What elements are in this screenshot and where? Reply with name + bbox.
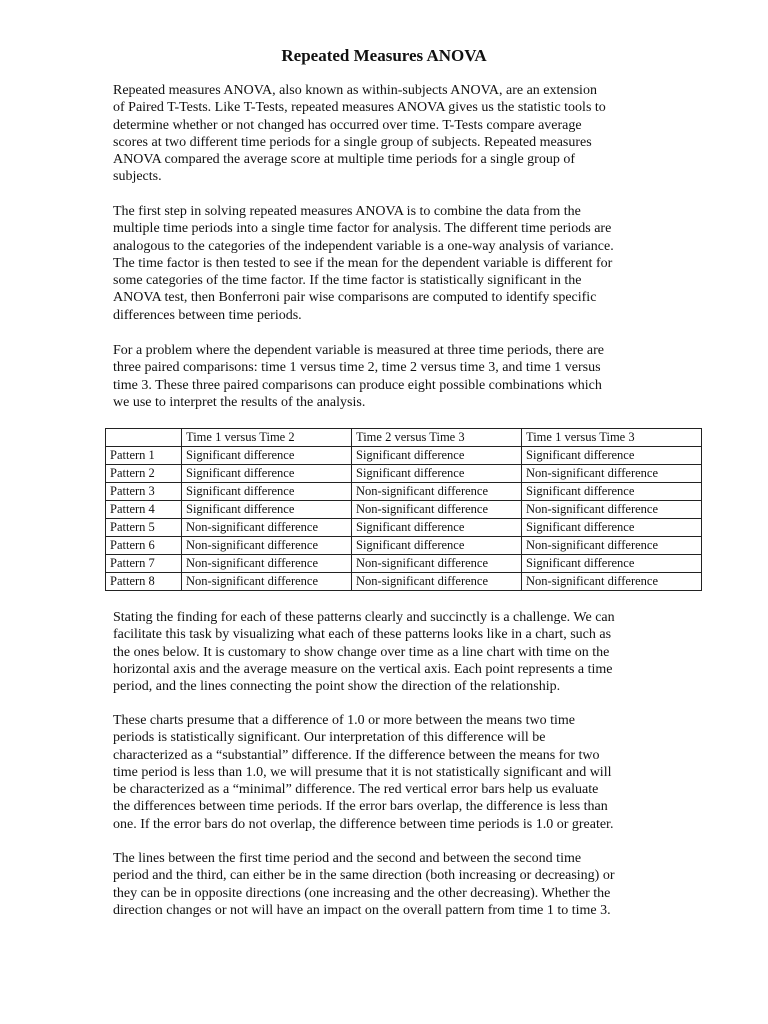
table-cell: Significant difference xyxy=(352,537,522,555)
table-cell: Non-significant difference xyxy=(522,573,702,591)
table-cell: Significant difference xyxy=(182,483,352,501)
pattern-label-cell: Pattern 8 xyxy=(106,573,182,591)
direction-paragraph xyxy=(113,850,658,919)
table-row xyxy=(106,537,702,555)
table-cell: Significant difference xyxy=(352,447,522,465)
table-cell: Non-significant difference xyxy=(522,537,702,555)
first-step-paragraph xyxy=(113,203,658,324)
text-line: multiple time periods into a single time factor for analysis. The different time periods are xyxy=(113,221,612,237)
text-line: subjects. xyxy=(113,169,162,185)
text-line: we use to interpret the results of the analysis. xyxy=(113,394,366,410)
table-row xyxy=(106,573,702,591)
significance-paragraph xyxy=(113,712,658,833)
text-line: three paired comparisons: time 1 versus time 2, time 2 versus time 3, and time 1 versus xyxy=(113,360,601,376)
table-cell: Non-significant difference xyxy=(182,537,352,555)
text-line: be characterized as a “minimal” difference. The red vertical error bars help us evaluate xyxy=(113,782,599,798)
table-row xyxy=(106,519,702,537)
table-cell: Non-significant difference xyxy=(352,483,522,501)
pattern-label-cell: Pattern 1 xyxy=(106,447,182,465)
intro-paragraph xyxy=(113,82,658,186)
text-line: the ones below. It is customary to show change over time as a line chart with time on the xyxy=(113,644,610,660)
text-line: The lines between the first time period and the second and between the second time xyxy=(113,851,582,866)
table-row xyxy=(106,501,702,519)
table-row xyxy=(106,483,702,501)
text-line: scores at two different time periods for a single group of subjects. Repeated measures xyxy=(113,134,592,150)
text-line: These charts presume that a difference of 1.0 or more between the means two time xyxy=(113,713,575,728)
text-line: one. If the error bars do not overlap, the difference between time periods is 1.0 or greater. xyxy=(113,816,614,832)
table-cell: Non-significant difference xyxy=(522,465,702,483)
table-header-cell: Time 1 versus Time 3 xyxy=(522,429,702,447)
table-cell: Non-significant difference xyxy=(182,519,352,537)
table-header-cell: Time 1 versus Time 2 xyxy=(182,429,352,447)
table-cell: Non-significant difference xyxy=(182,573,352,591)
visualization-paragraph xyxy=(113,609,658,695)
table-cell: Non-significant difference xyxy=(352,555,522,573)
text-line: Repeated measures ANOVA, also known as within-subjects ANOVA, are an extension xyxy=(113,83,597,98)
table-header-cell: Time 2 versus Time 3 xyxy=(352,429,522,447)
table-cell: Significant difference xyxy=(522,447,702,465)
table-row xyxy=(106,465,702,483)
text-line: Stating the finding for each of these patterns clearly and succinctly is a challenge. We can xyxy=(113,610,615,625)
patterns-table xyxy=(105,428,702,591)
pattern-label-cell: Pattern 4 xyxy=(106,501,182,519)
pattern-label-cell: Pattern 3 xyxy=(106,483,182,501)
text-line: The first step in solving repeated measures ANOVA is to combine the data from the xyxy=(113,204,581,219)
text-line: of Paired T-Tests. Like T-Tests, repeated measures ANOVA gives us the statistic tools to xyxy=(113,100,606,116)
table-cell: Non-significant difference xyxy=(352,573,522,591)
table-cell: Non-significant difference xyxy=(182,555,352,573)
table-cell: Significant difference xyxy=(522,483,702,501)
text-line: analogous to the categories of the independent variable is a one-way analysis of variance. xyxy=(113,238,614,254)
text-line: time 3. These three paired comparisons can produce eight possible combinations which xyxy=(113,377,602,393)
document-title: Repeated Measures ANOVA xyxy=(281,46,487,65)
text-line: characterized as a “substantial” difference. If the difference between the means for two xyxy=(113,747,600,763)
table-header-row xyxy=(106,429,702,447)
table-cell: Significant difference xyxy=(182,501,352,519)
text-line: determine whether or not changed has occurred over time. T-Tests compare average xyxy=(113,117,582,133)
paired-comparisons-paragraph xyxy=(113,342,658,411)
pattern-label-cell: Pattern 6 xyxy=(106,537,182,555)
text-line: ANOVA test, then Bonferroni pair wise comparisons are computed to identify specific xyxy=(113,290,597,306)
table-cell: Significant difference xyxy=(522,555,702,573)
table-cell: Significant difference xyxy=(352,465,522,483)
pattern-label-cell: Pattern 5 xyxy=(106,519,182,537)
text-line: differences between time periods. xyxy=(113,307,302,323)
text-line: For a problem where the dependent variable is measured at three time periods, there are xyxy=(113,343,604,358)
table-cell: Significant difference xyxy=(182,465,352,483)
text-line: facilitate this task by visualizing what each of these patterns looks like in a chart, such as xyxy=(113,627,612,643)
table-row xyxy=(106,447,702,465)
text-line: the differences between time periods. If the error bars overlap, the difference is less than xyxy=(113,799,608,815)
table-row xyxy=(106,555,702,573)
pattern-label-cell: Pattern 7 xyxy=(106,555,182,573)
text-line: horizontal axis and the average measure on the vertical axis. Each point represents a time xyxy=(113,661,613,677)
text-line: The time factor is then tested to see if the mean for the dependent variable is different for xyxy=(113,255,613,271)
text-line: they can be in opposite directions (one increasing and the other decreasing). Whether the xyxy=(113,885,611,901)
text-line: some categories of the time factor. If the time factor is statistically significant in the xyxy=(113,273,582,289)
pattern-label-cell: Pattern 2 xyxy=(106,465,182,483)
text-line: direction changes or not will have an impact on the overall pattern from time 1 to time 3. xyxy=(113,902,611,918)
table-cell: Significant difference xyxy=(522,519,702,537)
table-cell: Significant difference xyxy=(182,447,352,465)
text-line: period, and the lines connecting the point show the direction of the relationship. xyxy=(113,679,561,695)
table-cell: Significant difference xyxy=(352,519,522,537)
table-cell: Non-significant difference xyxy=(352,501,522,519)
text-line: periods is statistically significant. Our interpretation of this difference will be xyxy=(113,730,546,746)
text-line: ANOVA compared the average score at multiple time periods for a single group of xyxy=(113,152,575,168)
table-header-cell xyxy=(106,429,182,447)
table-cell: Non-significant difference xyxy=(522,501,702,519)
text-line: period and the third, can either be in the same direction (both increasing or decreasing) or xyxy=(113,868,615,884)
text-line: time period is less than 1.0, we will presume that it is not statistically significant and will xyxy=(113,764,612,780)
